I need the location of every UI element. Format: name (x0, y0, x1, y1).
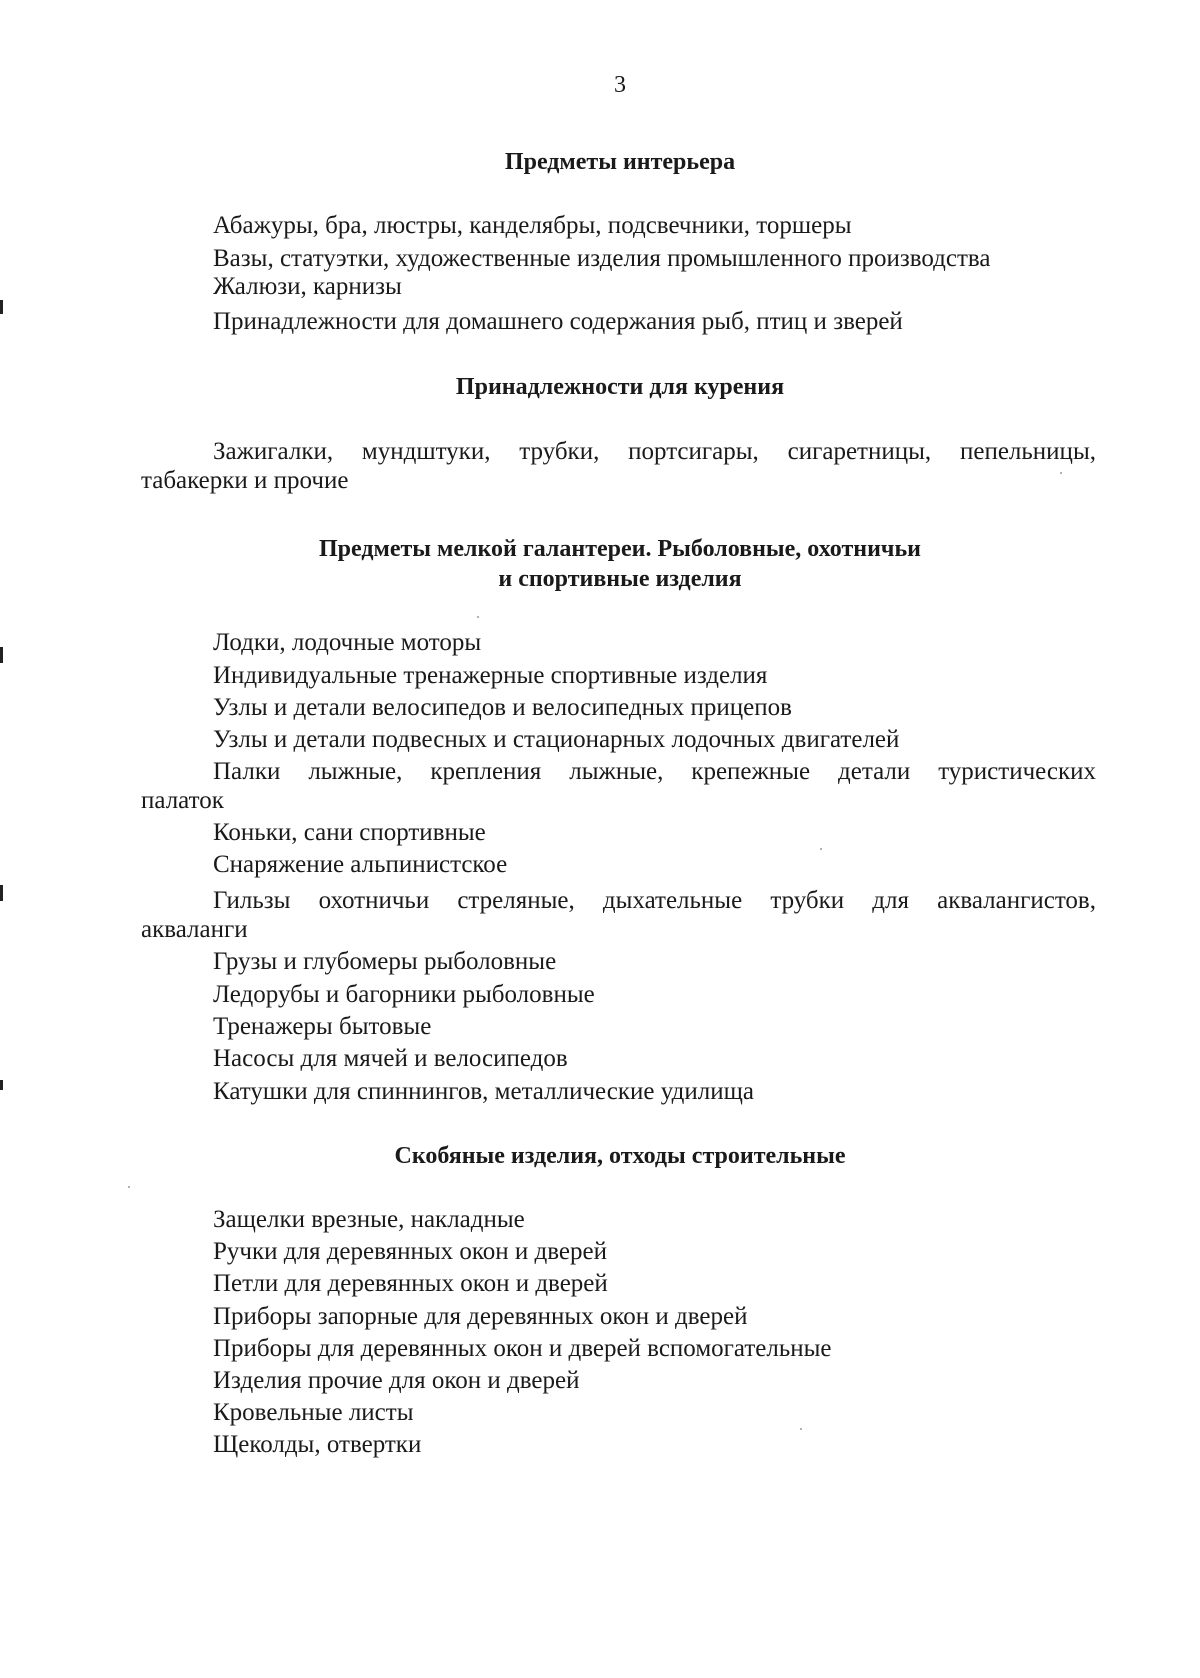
list-item: Лодки, лодочные моторы (213, 629, 482, 656)
list-item: Ледорубы и багорники рыболовные (213, 981, 595, 1008)
list-item: Индивидуальные тренажерные спортивные изделия (213, 662, 768, 689)
list-item: Снаряжение альпинистское (213, 851, 508, 878)
list-item: Гильзы охотничьи стреляные, дыхательные трубки для аквалангистов, (213, 887, 1096, 914)
scan-speck (800, 1428, 802, 1430)
list-item: Петли для деревянных окон и дверей (213, 1270, 608, 1297)
section-heading-smoking: Принадлежности для курения (455, 374, 785, 400)
list-item: Узлы и детали подвесных и стационарных лодочных двигателей (213, 726, 900, 753)
list-item-continuation: палаток (141, 787, 224, 814)
scan-speck (1060, 472, 1062, 474)
list-item: Жалюзи, карнизы (213, 273, 402, 300)
section-heading-hardware: Скобяные изделия, отходы строительные (394, 1143, 846, 1169)
list-item: Абажуры, бра, люстры, канделябры, подсвечники, торшеры (213, 212, 852, 239)
list-item-continuation: табакерки и прочие (141, 467, 349, 494)
scan-speck (128, 1186, 130, 1188)
scan-speck (820, 848, 822, 850)
list-item: Щеколды, отвертки (213, 1431, 422, 1458)
list-item: Ручки для деревянных окон и дверей (213, 1238, 607, 1265)
list-item: Защелки врезные, накладные (213, 1206, 525, 1233)
section-heading-haberdashery: Предметы мелкой галантереи. Рыболовные, охотничьи (319, 536, 921, 562)
list-item: Приборы для деревянных окон и дверей вспомогательные (213, 1335, 832, 1362)
list-item: Узлы и детали велосипедов и велосипедных прицепов (213, 694, 792, 721)
list-item: Насосы для мячей и велосипедов (213, 1045, 568, 1072)
scan-edge-mark (0, 300, 3, 314)
scan-edge-mark (0, 1080, 3, 1090)
scan-speck (477, 616, 479, 618)
list-item: Коньки, сани спортивные (213, 819, 486, 846)
list-item: Вазы, статуэтки, художественные изделия промышленного производства (213, 245, 991, 272)
list-item: Изделия прочие для окон и дверей (213, 1367, 580, 1394)
page-number: 3 (614, 72, 626, 98)
list-item: Катушки для спиннингов, металлические удилища (213, 1078, 754, 1105)
list-item: Приборы запорные для деревянных окон и дверей (213, 1303, 748, 1330)
list-item: Зажигалки, мундштуки, трубки, портсигары, сигаретницы, пепельницы, (213, 438, 1096, 465)
list-item: Палки лыжные, крепления лыжные, крепежные детали туристических (213, 758, 1096, 785)
scan-edge-mark (0, 885, 3, 901)
list-item: Принадлежности для домашнего содержания рыб, птиц и зверей (213, 308, 903, 335)
scan-edge-mark (0, 647, 3, 663)
list-item: Тренажеры бытовые (213, 1013, 432, 1040)
section-heading-haberdashery-line2: и спортивные изделия (498, 566, 742, 592)
list-item: Грузы и глубомеры рыболовные (213, 948, 557, 975)
list-item-continuation: акваланги (141, 916, 248, 943)
list-item: Кровельные листы (213, 1399, 414, 1426)
section-heading-interior: Предметы интерьера (504, 149, 736, 175)
